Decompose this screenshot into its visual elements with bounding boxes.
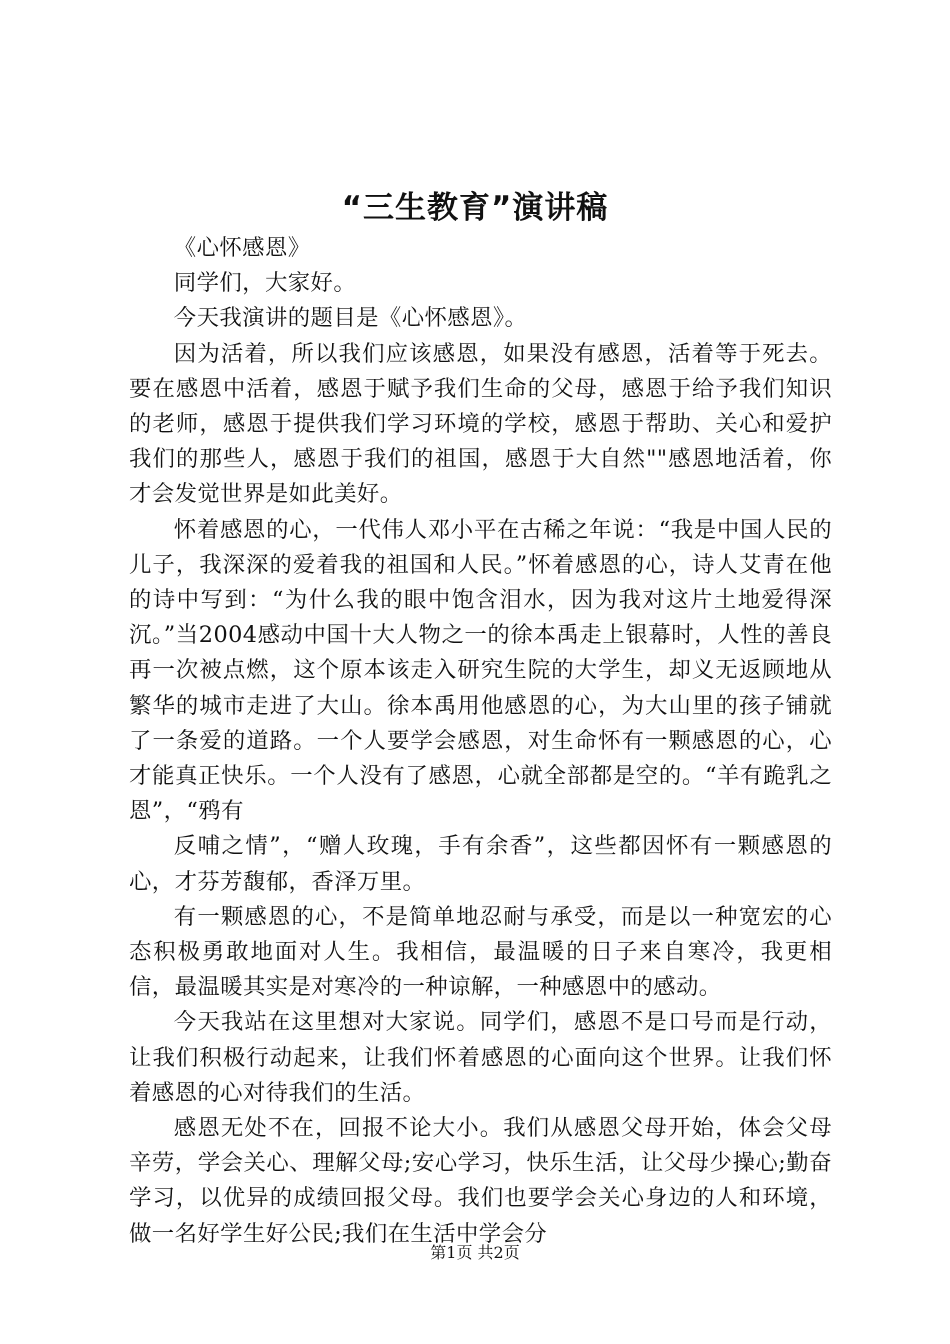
body-paragraph: 因为活着，所以我们应该感恩，如果没有感恩，活着等于死去。要在感恩中活着，感恩于赋予我们生命的父母，感恩于给予我们知识的老师，感恩于提供我们学习环境的学校，感恩于帮助、关心和爱护我们的那些人，感恩于我们的祖国，感恩于大自然""感恩地活着，你才会发觉世界是如此美好。	[129, 340, 832, 508]
subtitle-paragraph: 《心怀感恩》	[173, 235, 311, 261]
greeting-paragraph: 同学们，大家好。	[173, 270, 357, 297]
document-title: “三生教育”演讲稿	[341, 190, 609, 226]
body-paragraph: 怀着感恩的心，一代伟人邓小平在古稀之年说：“我是中国人民的儿子，我深深的爱着我的祖国和人民。”怀着感恩的心，诗人艾青在他的诗中写到：“为什么我的眼中饱含泪水，因为我对这片土地爱得深沉。”当2004感动中国十大人物之一的徐本禹走上银幕时，人性的善良再一次被点燃，这个原本该走入研究生院的大学生，却义无返顾地从繁华的城市走进了大山。徐本禹用他感恩的心，为大山里的孩子铺就了一条爱的道路。一个人要学会感恩，对生命怀有一颗感恩的心，心才能真正快乐。一个人没有了感恩，心就全部都是空的。“羊有跪乳之恩”，“鸦有	[129, 516, 832, 825]
page-number-footer: 第1页 共2页	[430, 1243, 520, 1262]
body-paragraph: 感恩无处不在，回报不论大小。我们从感恩父母开始，体会父母辛劳，学会关心、理解父母;安心学习，快乐生活，让父母少操心;勤奋学习，以优异的成绩回报父母。我们也要学会关心身边的人和环境，做一名好学生好公民;我们在生活中学会分	[129, 1115, 832, 1247]
document-body	[129, 231, 832, 1252]
topic-paragraph: 今天我演讲的题目是《心怀感恩》。	[173, 305, 528, 332]
body-paragraph: 有一颗感恩的心，不是简单地忍耐与承受，而是以一种宽宏的心态积极勇敢地面对人生。我相信，最温暖的日子来自寒冷，我更相信，最温暖其实是对寒冷的一种谅解，一种感恩中的感动。	[129, 903, 832, 1001]
body-paragraph: 反哺之情”，“赠人玫瑰，手有余香”，这些都因怀有一颗感恩的心，才芬芳馥郁，香泽万里。	[129, 833, 832, 895]
body-paragraph: 今天我站在这里想对大家说。同学们，感恩不是口号而是行动，让我们积极行动起来，让我们怀着感恩的心面向这个世界。让我们怀着感恩的心对待我们的生活。	[129, 1009, 832, 1106]
